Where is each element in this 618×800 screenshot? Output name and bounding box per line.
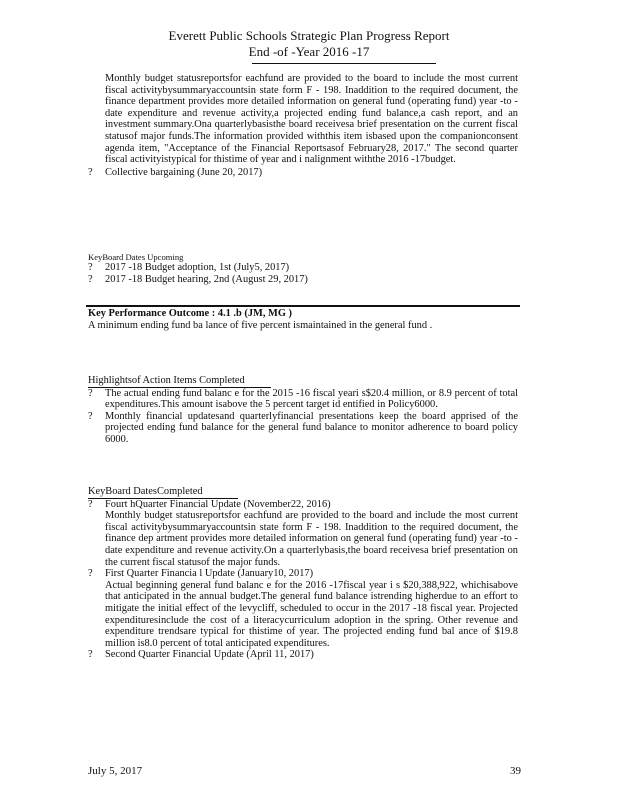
highlight-text: The actual ending fund balanc e for the 2015 -16 fiscal yeari s$20.4 million, or 8.9 percent of total expenditures.This amount isabove the 5 percent target id entified in Policy6000. [105, 387, 518, 411]
bullet-mark: ? [88, 387, 93, 399]
report-title: Everett Public Schools Strategic Plan Progress Report [168, 28, 450, 43]
bullet-mark: ? [88, 262, 93, 273]
bullet-text: Collective bargaining (June 20, 2017) [105, 166, 263, 178]
completed-item-text: Monthly budget statusreportsfor eachfund are provided to the board and include the most current fiscal activitybysummaryaccountsin state form F - 198. Inaddition to the required document, the finance dep artment provides more detailed information on general fund (operating fund) year -to -date expenditure and revenue activity.On a quarterlybasis,the board receivesa brief presentation on the current fiscal statusof the major funds. [105, 510, 518, 568]
bullet-mark: ? [88, 410, 93, 422]
highlights-heading [88, 375, 288, 388]
report-header [0, 28, 618, 60]
upcoming-section [88, 252, 518, 285]
completed-item [88, 499, 518, 569]
kpo-section [86, 305, 520, 345]
footer-page-number: 39 [510, 765, 521, 777]
completed-section [88, 486, 518, 661]
report-subtitle: End -of -Year 2016 -17 [248, 44, 370, 59]
bullet-mark: ? [88, 568, 93, 580]
footer-date: July 5, 2017 [88, 765, 143, 777]
completed-item [88, 649, 518, 661]
bullet-mark: ? [88, 273, 93, 285]
kpo-rule [86, 305, 520, 307]
highlight-item [88, 411, 518, 446]
completed-heading-text: KeyBoard DatesCompleted [88, 486, 203, 497]
bullet-mark: ? [88, 498, 93, 510]
completed-item-title: Fourt hQuarter Financial Update (November22, 2016) [105, 498, 331, 510]
highlight-text: Monthly financial updatesand quarterlyfinancial presentations keep the board apprised of the projected ending fund balance for the general fund balance to monitor adherence to board policy 6000. [105, 410, 518, 445]
completed-item-text: Actual beginning general fund balanc e for the 2016 -17fiscal year i s $20,388,922, whichisabove that anticipated in the annual budget.The general fund balance istrending higherdue to an effort to mitigate the initial effect of the levycliff, scheduled to occur in the 2017 -18 fiscal year. Projected expendituresinclude the cost of a literacycurriculum adoption in the spring. Other revenue and expenditure trendsare typical for thistime of year. The projected ending fund bal ance of $19.8 million is8.0 percent of total anticipated expenditures. [105, 579, 518, 649]
completed-item-title: Second Quarter Financial Update (April 11, 2017) [105, 649, 314, 661]
top-paragraph: Monthly budget statusreportsfor eachfund are provided to the board to include the most current fiscal activitybysummaryaccountsin state form F - 198. Inaddition to the required document, the finance department provides more detailed information on general fund (operating fund) year -to -date expenditure and revenue activity,a projected ending fund balance,a cash report, and an investment summary.Ona quarterlybasisthe board receivesa brief presentation on the current fiscal statusof major funds.The information provided withthis item isbased upon the companionconsent agenda item, "Acceptance of the Financial Reportsasof February28, 2017." The second quarter fiscal activityistypical for thistime of year and i nalignment withthe 2016 -17budget. [105, 73, 518, 166]
highlights-heading-text: Highlightsof Action Items Completed [88, 375, 245, 386]
upcoming-item [88, 274, 518, 286]
upcoming-item [88, 262, 518, 274]
kpo-title: Key Performance Outcome : 4.1 .b (JM, MG ) [88, 308, 292, 319]
upcoming-heading: KeyBoard Dates Upcoming [88, 252, 184, 262]
bullet-mark: ? [88, 166, 93, 178]
bullet-mark: ? [88, 649, 93, 661]
top-section [88, 73, 518, 178]
kpo-text: A minimum ending fund ba lance of five percent ismaintained in the general fund . [88, 319, 433, 331]
completed-item [88, 568, 518, 649]
bullet-item [88, 167, 518, 179]
highlights-section [88, 375, 518, 446]
completed-item-title: First Quarter Financia l Update (January10, 2017) [105, 568, 314, 580]
highlight-item [88, 388, 518, 411]
header-rule [252, 63, 436, 64]
completed-heading [88, 486, 288, 499]
upcoming-item-text: 2017 -18 Budget hearing, 2nd (August 29, 2017) [105, 273, 308, 285]
upcoming-item-text: 2017 -18 Budget adoption, 1st (July5, 2017) [105, 262, 290, 273]
